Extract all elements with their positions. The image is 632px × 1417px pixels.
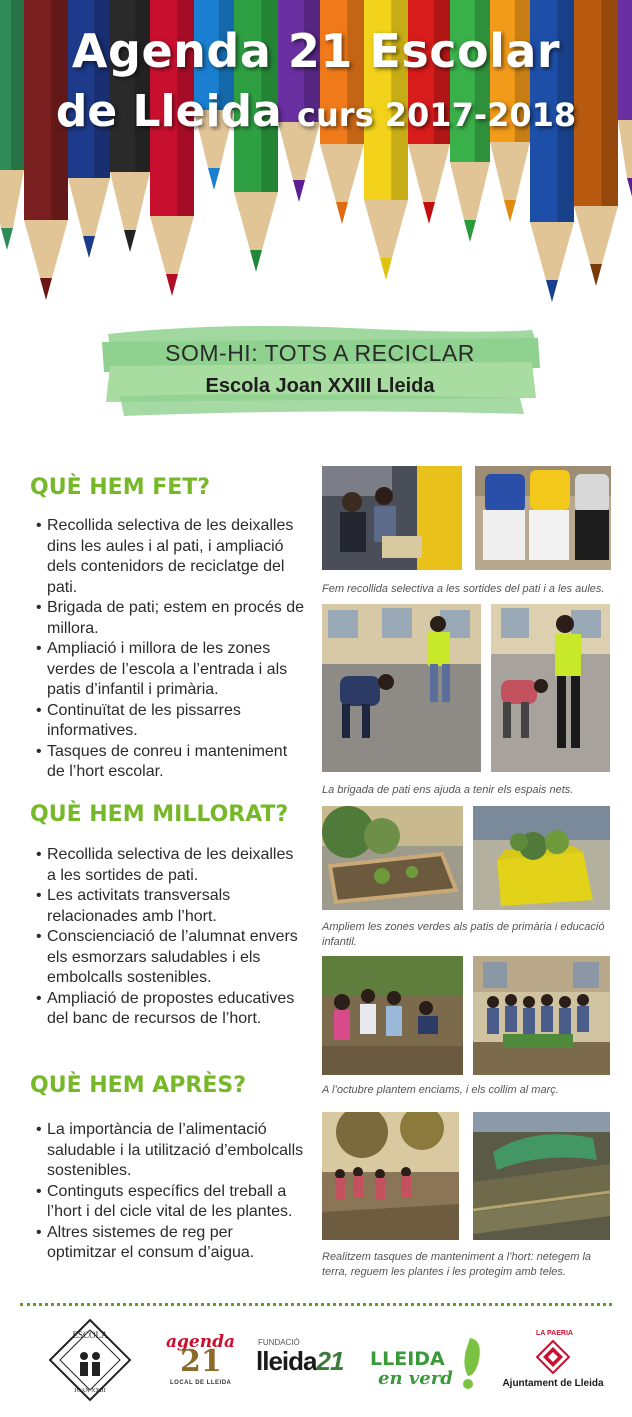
list-item: • Ampliació i millora de les zones verdes de l’escola a l’entrada i als patis d’infantil i primària. xyxy=(36,639,306,701)
list-item: • Altres sistemes de reg per optimitzar el consum d’aigua. xyxy=(36,1223,306,1264)
section-title-que-hem-apres: QUÈ HEM APRÈS? xyxy=(30,1073,246,1098)
caption-planting: A l’octubre plantem enciams, i els collim al març. xyxy=(322,1084,559,1096)
joan-xxiii-text: JOAN XXIII xyxy=(74,1388,106,1394)
title-line-2-main: de Lleida xyxy=(55,86,282,137)
list-item: • Recollida selectiva de les deixalles dins les aules i al pati, i ampliació dels contenidors de reciclatge del pati. xyxy=(36,516,306,598)
fundacio-lleida-word: lleida xyxy=(256,1346,317,1376)
title-line-1: Agenda 21 Escolar xyxy=(71,24,561,78)
agenda-local-text: LOCAL DE LLEIDA xyxy=(170,1380,232,1386)
list-item: • La importància de l’alimentació saludable i la utilització d’embolcalls sostenibles. xyxy=(36,1120,306,1182)
title-line-2 xyxy=(0,86,632,137)
caption-brigade: La brigada de pati ens ajuda a tenir els espais nets. xyxy=(322,784,574,796)
caption-green-zones: Ampliem les zones verdes als patis de primària i educació infantil. xyxy=(322,921,605,948)
photo-planting-lettuce xyxy=(322,956,463,1075)
agenda-word: agenda xyxy=(166,1332,235,1352)
list-item: • Continuïtat de les pissarres informatives. xyxy=(36,701,306,742)
header-pencils xyxy=(0,0,632,310)
project-banner xyxy=(100,312,540,422)
section-list-que-hem-apres xyxy=(36,1120,306,1264)
lleida-en-verd-bottom: en verd xyxy=(378,1368,453,1389)
photo-brigade-girl xyxy=(491,604,610,772)
photo-garden-maintenance xyxy=(322,1112,459,1240)
escola-joan-xxiii-logo xyxy=(48,1318,132,1402)
caption-maintenance: Realitzem tasques de manteniment a l’hort: netegem la terra, reguem les plantes i les protegim amb teles. xyxy=(322,1251,592,1278)
list-item: • Tasques de conreu i manteniment de l’hort escolar. xyxy=(36,742,306,783)
paeria-text: LA PAERIA xyxy=(536,1330,573,1337)
lleida-en-verd-logo xyxy=(370,1336,488,1392)
ajuntament-text: Ajuntament de Lleida xyxy=(502,1378,604,1389)
banner-title: SOM-HI: TOTS A RECICLAR xyxy=(165,340,475,366)
title-line-2-year: curs 2017-2018 xyxy=(297,96,577,134)
list-item: • Continguts específics del treball a l’hort i del cicle vital de les plantes. xyxy=(36,1182,306,1223)
section-title-que-hem-fet: QUÈ HEM FET? xyxy=(30,475,211,500)
section-title-que-hem-millorat: QUÈ HEM MILLORAT? xyxy=(30,802,289,827)
list-item: • Les activitats transversals relacionades amb l’hort. xyxy=(36,886,306,927)
paeria-shield-icon xyxy=(536,1340,570,1374)
fundacio-lleida21-logo xyxy=(256,1338,356,1388)
section-list-que-hem-fet xyxy=(36,516,306,783)
photo-green-zone-primary xyxy=(322,806,463,910)
fundacio-21: 21 xyxy=(316,1346,344,1376)
banner-school-name: Escola Joan XXIII Lleida xyxy=(205,375,435,397)
leaf-exclamation-icon xyxy=(456,1336,486,1392)
section-list-que-hem-millorat xyxy=(36,845,306,1030)
lleida-en-verd-top: LLEIDA xyxy=(370,1348,445,1370)
photo-brigade-schoolyard xyxy=(322,604,481,772)
photo-garden-protected-nets xyxy=(473,1112,610,1240)
fundacio-lleida-text xyxy=(256,1346,343,1377)
brush-stroke-background xyxy=(100,312,540,422)
list-item: • Ampliació de propostes educatives del banc de recursos de l’hort. xyxy=(36,989,306,1030)
escola-text: ESCOLA xyxy=(72,1330,108,1340)
photo-harvest-group xyxy=(473,956,610,1075)
list-item: • Conscienciació de l’alumnat envers els esmorzars saludables i els embolcalls sostenibles. xyxy=(36,927,306,989)
agenda-number: 21 xyxy=(180,1344,222,1379)
list-item: • Recollida selectiva de les deixalles a les sortides de pati. xyxy=(36,845,306,886)
caption-recycling: Fem recollida selectiva a les sortides del pati i a les aules. xyxy=(322,583,605,595)
agenda21-local-logo xyxy=(162,1330,240,1390)
footer-divider xyxy=(20,1303,612,1306)
fundacio-text: FUNDACIÓ xyxy=(258,1338,300,1347)
photo-recycling-bins xyxy=(475,466,611,570)
list-item: • Brigada de pati; estem en procés de millora. xyxy=(36,598,306,639)
photo-recycling-children xyxy=(322,466,462,570)
ajuntament-lleida-logo xyxy=(498,1330,608,1394)
photo-green-zone-infant xyxy=(473,806,610,910)
